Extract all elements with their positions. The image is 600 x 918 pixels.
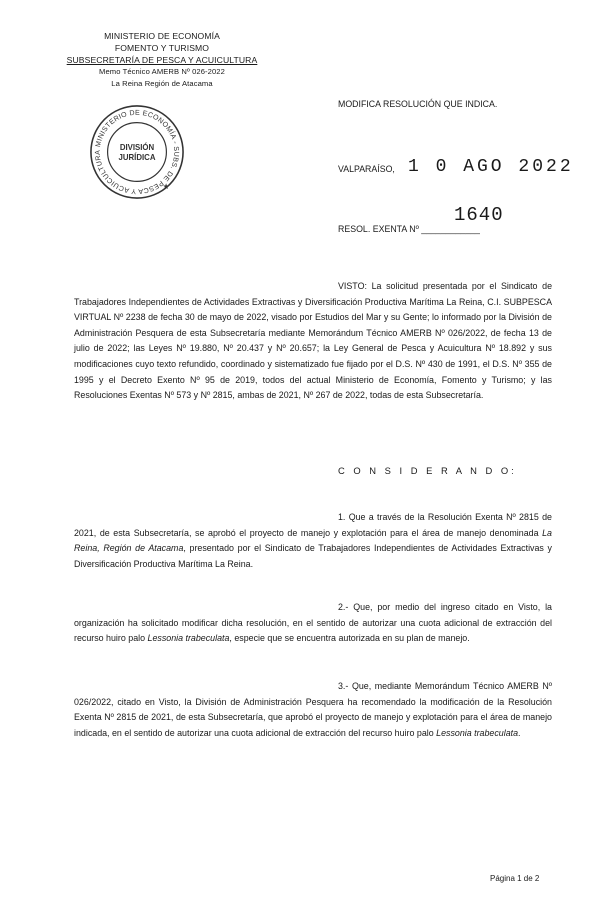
seal-star-icon: ★ (162, 182, 170, 192)
memo-reference: Memo Técnico AMERB Nº 026-2022 (99, 67, 225, 76)
place-label: VALPARAÍSO, (338, 164, 395, 174)
subsecretaria-name: SUBSECRETARÍA DE PESCA Y ACUICULTURA (66, 55, 258, 65)
ministry-name: MINISTERIO DE ECONOMÍA (104, 31, 220, 41)
visto-paragraph: VISTO: La solicitud presentada por el Sindicato de Trabajadores Independientes de Actividades Extractivas y Diversificación Productiva Marítima La Reina, C.I. SUBPESCA VIRTUAL Nº 2238 de fecha 30 de mayo de 2022, visado por Estudios del Mar y su Gente; lo informado por la División de Administración Pesquera de esta Subsecretaría mediante Memorándum Técnico AMERB Nº 026/2022, de fecha 13 de julio de 2022; las Leyes Nº 19.880, Nº 20.437 y Nº 20.657; la Ley General de Pesca y Acuicultura Nº 18.892 y sus modificaciones cuyo texto refundido, coordinado y sistematizado fue fijado por el D.S. Nº 430 de 1991, el D.S. Nº 355 de 1995 y el Decreto Exento Nº 95 de 2019, todos del actual Ministerio de Economía, Fomento y Turismo; y las Resoluciones Exentas Nº 573 y Nº 2815, ambas de 2021, Nº 267 de 2022, todas de esta Subsecretaría. (74, 281, 552, 401)
considerando-paragraph-1: 1. Que a través de la Resolución Exenta Nº 2815 de 2021, de esta Subsecretaría, se aprobó el proyecto de manejo y explotación para el área de manejo denominada La Reina, Región de Atacama, presentado por el Sindicato de Trabajadores Independientes de Actividades Extractivas y Diversificación Productiva Marítima La Reina. (74, 512, 552, 569)
letterhead (62, 30, 262, 90)
ministry-name-line2: FOMENTO Y TURISMO (114, 43, 210, 53)
document-title: MODIFICA RESOLUCIÓN QUE INDICA. (338, 99, 498, 109)
resolution-number: 1640 (454, 204, 504, 226)
resolution-label: RESOL. EXENTA Nº ____________ (338, 224, 480, 234)
considerando-paragraph-2: 2.- Que, por medio del ingreso citado en Visto, la organización ha solicitado modificar dicha resolución, en el sentido de autorizar una cuota adicional de extracción del recurso huiro palo Lessonia trabeculata, especie que se encuentra autorizada en su plan de manejo. (74, 602, 552, 644)
considerando-heading: C O N S I D E R A N D O: (338, 465, 517, 476)
seal-ring-text: MINISTERIO DE ECONOMÍA - SUBS. DE PESCA Y ACUICULTURA (94, 109, 180, 195)
considerando-paragraph-3: 3.- Que, mediante Memorándum Técnico AMERB Nº 026/2022, citado en Visto, la División de Administración Pesquera ha recomendado la modificación de la Resolución Exenta Nº 2815 de 2021, de esta Subsecretaría, que aprobó el proyecto de manejo y explotación para el área de manejo indicada, en el sentido de autorizar una cuota adicional de extracción del recurso huiro palo Lessonia trabeculata. (74, 681, 552, 738)
stamped-date: 1 0 AGO 2022 (408, 157, 574, 177)
location-reference: La Reina Región de Atacama (111, 79, 213, 88)
division-juridica-seal (88, 103, 186, 201)
seal-center-line2: JURÍDICA (118, 152, 156, 162)
page-number: Página 1 de 2 (490, 874, 540, 883)
seal-center-line1: DIVISIÓN (119, 143, 155, 153)
